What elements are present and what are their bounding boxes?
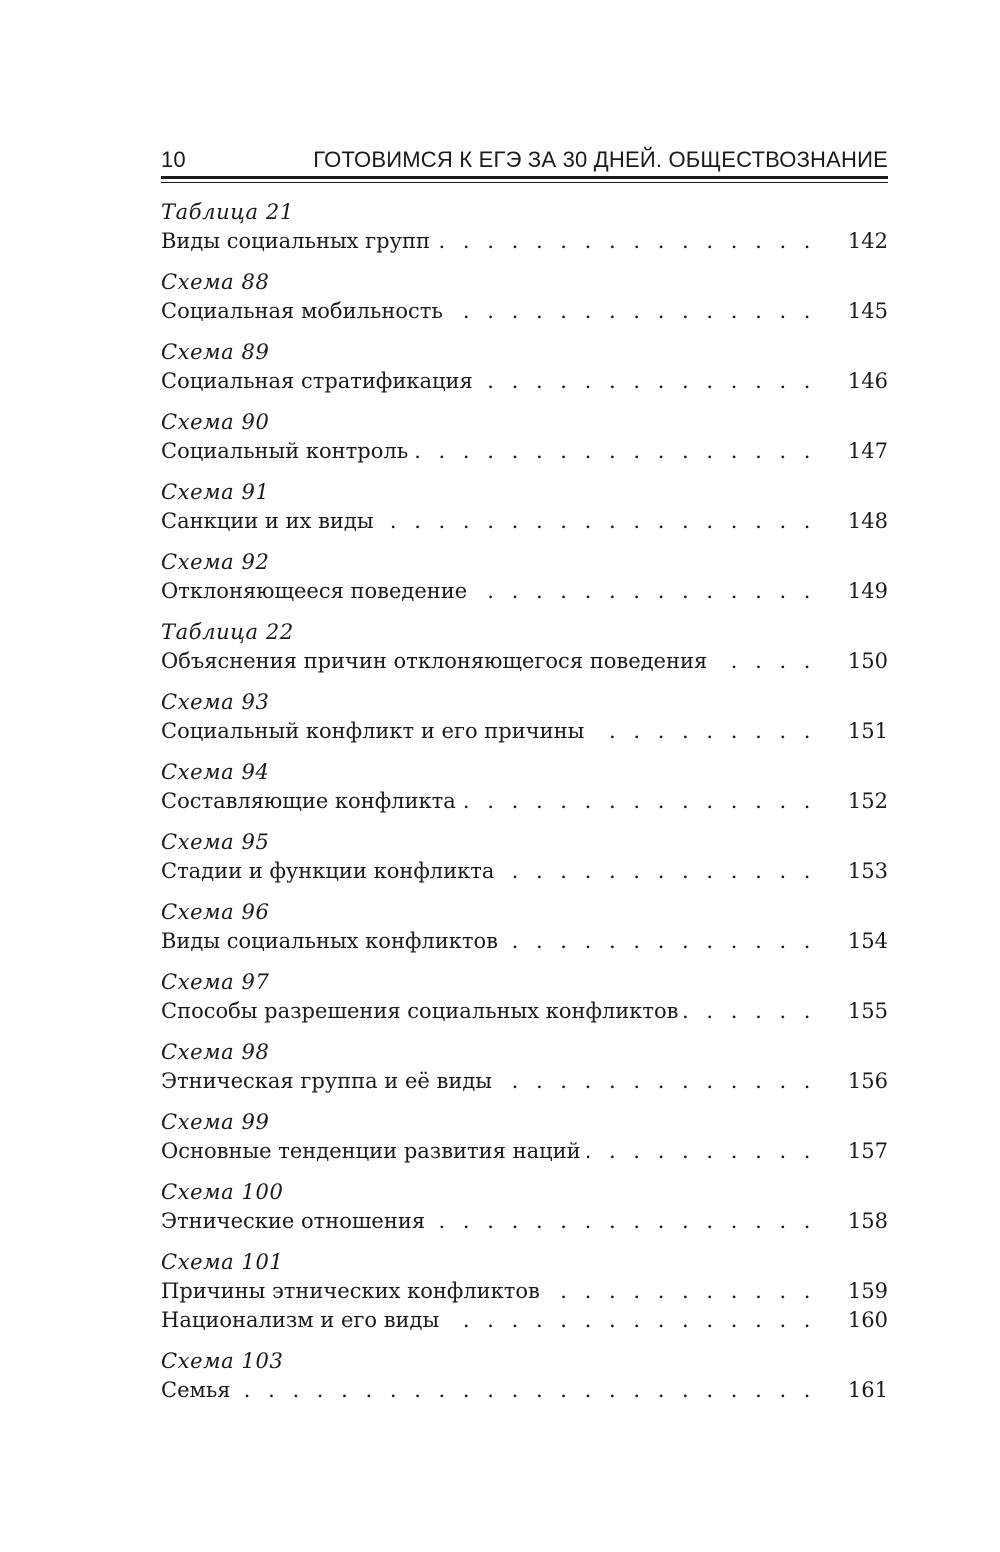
toc-group — [161, 477, 888, 536]
dot-leader — [546, 1277, 816, 1306]
toc-section-label: Схема 98 — [161, 1040, 270, 1064]
toc-entry — [161, 857, 888, 886]
header-rule-thin — [161, 182, 888, 183]
dot-leader — [237, 1376, 816, 1405]
toc-group — [161, 827, 888, 886]
toc-section-label: Схема 96 — [161, 900, 270, 924]
toc-entry-page-number: 146 — [847, 369, 888, 393]
toc-entry — [161, 1277, 888, 1306]
dot-leader — [436, 227, 816, 256]
toc-section-label: Схема 90 — [161, 410, 270, 434]
toc-entry-title: Этническая группа и её виды — [161, 1069, 492, 1093]
toc-entry-page-number: 149 — [847, 579, 888, 603]
toc-entry-page-number: 159 — [847, 1279, 888, 1303]
toc-entry — [161, 367, 888, 396]
dot-leader — [498, 1067, 816, 1096]
toc-entry — [161, 297, 888, 326]
toc-entry — [161, 647, 888, 676]
dot-leader — [684, 997, 816, 1026]
toc-entry — [161, 997, 888, 1026]
toc-entry-page-number: 157 — [847, 1139, 888, 1163]
dot-leader — [479, 367, 816, 396]
toc-entry-page-number: 156 — [847, 1069, 888, 1093]
toc-section-label: Схема 103 — [161, 1349, 284, 1373]
dot-leader — [590, 717, 816, 746]
toc-entry-title: Составляющие конфликта — [161, 789, 456, 813]
toc-entry-title: Социальный конфликт и его причины — [161, 719, 585, 743]
toc-section-label: Схема 101 — [161, 1250, 284, 1274]
toc-group — [161, 687, 888, 746]
toc-entry — [161, 227, 888, 256]
toc-entry-page-number: 150 — [847, 649, 888, 673]
dot-leader — [713, 647, 816, 676]
toc-entry-title: Основные тенденции развития наций — [161, 1139, 581, 1163]
dot-leader — [462, 787, 816, 816]
toc-entry-title: Причины этнических конфликтов — [161, 1279, 540, 1303]
running-title: ГОТОВИМСЯ К ЕГЭ ЗА 30 ДНЕЙ. ОБЩЕСТВОЗНАНИЕ — [313, 147, 888, 172]
toc-group — [161, 267, 888, 326]
toc-group — [161, 337, 888, 396]
toc-group — [161, 1107, 888, 1166]
toc-entry-title: Объяснения причин отклоняющегося поведения — [161, 649, 708, 673]
toc-entry — [161, 787, 888, 816]
toc-entry — [161, 1137, 888, 1166]
header-rule-thick — [161, 176, 888, 179]
table-of-contents — [161, 197, 888, 1416]
toc-entry-page-number: 161 — [847, 1378, 888, 1402]
toc-entry-title: Способы разрешения социальных конфликтов — [161, 999, 679, 1023]
toc-entry-title: Отклоняющееся поведение — [161, 579, 468, 603]
toc-entry-page-number: 152 — [847, 789, 888, 813]
toc-entry-title: Санкции и их виды — [161, 509, 374, 533]
toc-entry-title: Социальная мобильность — [161, 299, 443, 323]
toc-group — [161, 407, 888, 466]
toc-entry-title: Виды социальных групп — [161, 229, 430, 253]
toc-entry — [161, 1067, 888, 1096]
toc-section-label: Схема 89 — [161, 340, 270, 364]
dot-leader — [380, 507, 816, 536]
toc-group — [161, 1177, 888, 1236]
dot-leader — [445, 1306, 816, 1335]
toc-group — [161, 967, 888, 1026]
toc-entry-page-number: 153 — [847, 859, 888, 883]
toc-entry-title: Семья — [161, 1378, 231, 1402]
toc-entry-title: Стадии и функции конфликта — [161, 859, 495, 883]
toc-entry-page-number: 142 — [847, 229, 888, 253]
toc-entry-page-number: 151 — [847, 719, 888, 743]
toc-section-label: Схема 97 — [161, 970, 270, 994]
toc-group — [161, 757, 888, 816]
toc-entry-title: Виды социальных конфликтов — [161, 929, 498, 953]
toc-group — [161, 897, 888, 956]
toc-section-label: Схема 91 — [161, 480, 270, 504]
toc-section-label: Схема 94 — [161, 760, 270, 784]
toc-entry-title: Национализм и его виды — [161, 1308, 440, 1332]
dot-leader — [414, 437, 816, 466]
toc-entry-page-number: 158 — [847, 1209, 888, 1233]
toc-entry-page-number: 154 — [847, 929, 888, 953]
dot-leader — [500, 857, 816, 886]
toc-section-label: Схема 100 — [161, 1180, 284, 1204]
toc-section-label: Таблица 22 — [161, 620, 294, 644]
toc-group — [161, 1247, 888, 1335]
dot-leader — [449, 297, 816, 326]
toc-section-label: Схема 92 — [161, 550, 270, 574]
page-header — [161, 143, 888, 179]
toc-entry — [161, 507, 888, 536]
dot-leader — [431, 1207, 816, 1236]
toc-group — [161, 547, 888, 606]
toc-section-label: Схема 95 — [161, 830, 270, 854]
toc-entry-title: Этнические отношения — [161, 1209, 426, 1233]
page-number: 10 — [161, 147, 186, 172]
toc-entry-title: Социальный контроль — [161, 439, 409, 463]
toc-entry-page-number: 147 — [847, 439, 888, 463]
toc-entry-page-number: 155 — [847, 999, 888, 1023]
toc-section-label: Схема 88 — [161, 270, 270, 294]
toc-entry — [161, 437, 888, 466]
toc-entry-page-number: 145 — [847, 299, 888, 323]
toc-entry-page-number: 160 — [847, 1308, 888, 1332]
toc-section-label: Схема 99 — [161, 1110, 270, 1134]
toc-entry — [161, 577, 888, 606]
toc-entry — [161, 1306, 888, 1335]
toc-group — [161, 1346, 888, 1405]
toc-entry — [161, 927, 888, 956]
toc-group — [161, 197, 888, 256]
toc-entry-title: Социальная стратификация — [161, 369, 473, 393]
dot-leader — [473, 577, 816, 606]
toc-group — [161, 617, 888, 676]
dot-leader — [587, 1137, 816, 1166]
toc-entry-page-number: 148 — [847, 509, 888, 533]
toc-group — [161, 1037, 888, 1096]
toc-section-label: Таблица 21 — [161, 200, 294, 224]
toc-entry — [161, 1376, 888, 1405]
dot-leader — [504, 927, 816, 956]
toc-section-label: Схема 93 — [161, 690, 270, 714]
toc-entry — [161, 1207, 888, 1236]
toc-entry — [161, 717, 888, 746]
